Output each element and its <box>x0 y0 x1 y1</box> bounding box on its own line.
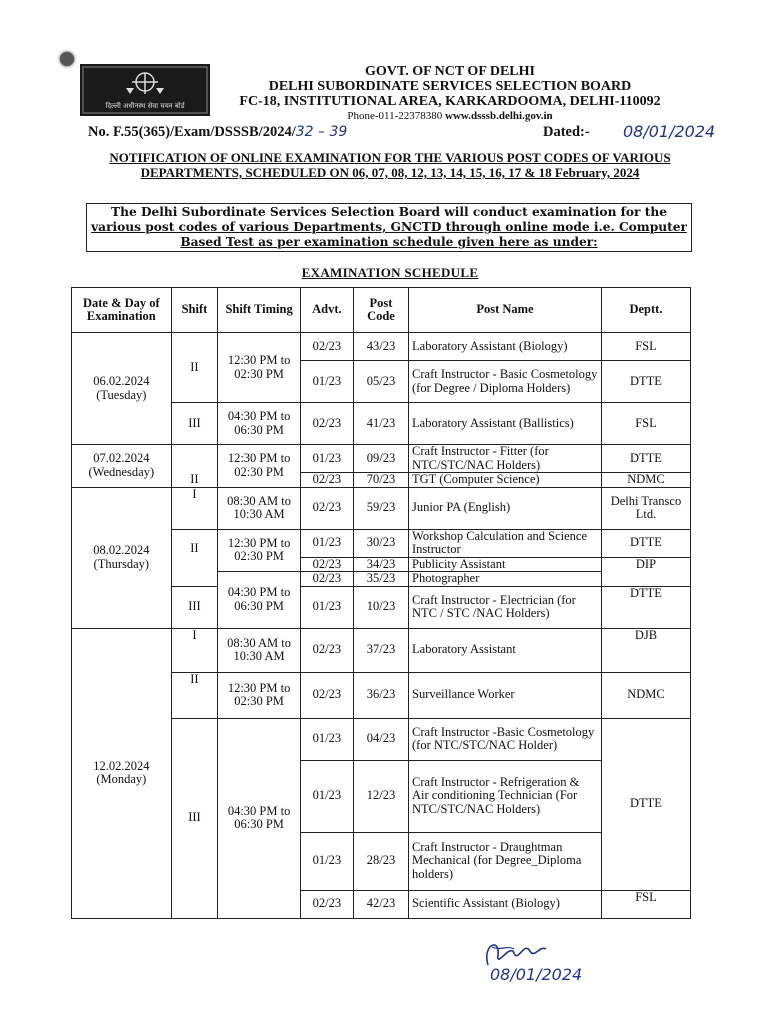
table-row <box>72 487 691 529</box>
advt: 02/23 <box>300 487 353 529</box>
intro-plain: The Delhi Subordinate Services Selection Board will conduct examination for the <box>111 205 667 219</box>
header-post-name: Post Name <box>409 288 602 333</box>
post-code: 59/23 <box>353 487 408 529</box>
schedule-heading: EXAMINATION SCHEDULE <box>301 265 479 280</box>
deptt: DTTE <box>601 529 690 557</box>
dated-label: Dated:- <box>543 124 590 140</box>
post-name: TGT (Computer Science) <box>409 473 602 488</box>
shift: II <box>171 333 218 403</box>
deptt: FSL <box>601 333 690 361</box>
advt: 01/23 <box>300 445 353 473</box>
reference-handwritten: 32 – 39 <box>295 124 348 140</box>
post-code: 36/23 <box>353 672 408 718</box>
post-name: Laboratory Assistant (Biology) <box>409 333 602 361</box>
post-name: Junior PA (English) <box>409 487 602 529</box>
phone: Phone-011-22378380 <box>347 110 443 122</box>
shift: III <box>171 403 218 445</box>
post-name: Scientific Assistant (Biology) <box>409 890 602 918</box>
header-advt: Advt. <box>300 288 353 333</box>
header-date: Date & Day of Examination <box>72 288 172 333</box>
post-name: Craft Instructor - Refrigeration & Air conditioning Technician (For NTC/STC/NAC Holders) <box>409 760 602 832</box>
deptt: NDMC <box>601 473 690 488</box>
post-name: Craft Instructor - Electrician (for NTC / STC /NAC Holders) <box>409 586 602 628</box>
shift: III <box>171 718 218 918</box>
deptt: DTTE <box>601 361 690 403</box>
deptt: Delhi Transco Ltd. <box>601 487 690 529</box>
header-post-code: Post Code <box>353 288 408 333</box>
intro-underlined: various post codes of various Departments, GNCTD through online mode i.e. Computer Based Test as per examination schedule given here as under: <box>91 220 687 249</box>
exam-date: 12.02.2024 (Monday) <box>72 628 172 918</box>
post-code: 43/23 <box>353 333 408 361</box>
post-code: 30/23 <box>353 529 408 557</box>
exam-date: 07.02.2024 (Wednesday) <box>72 445 172 488</box>
table-row <box>72 445 691 473</box>
deptt: DTTE <box>601 586 690 628</box>
advt: 02/23 <box>300 403 353 445</box>
advt: 01/23 <box>300 586 353 628</box>
post-name: Craft Instructor - Basic Cosmetology (for Degree / Diploma Holders) <box>409 361 602 403</box>
shift: III <box>171 586 218 628</box>
post-code: 37/23 <box>353 628 408 672</box>
shift-timing: 08:30 AM to 10:30 AM <box>218 487 301 529</box>
post-code: 05/23 <box>353 361 408 403</box>
shift: II <box>171 445 218 488</box>
post-code: 12/23 <box>353 760 408 832</box>
board-address: FC-18, INSTITUTIONAL AREA, KARKARDOOMA, DELHI-110092 <box>239 94 661 109</box>
advt: 02/23 <box>300 473 353 488</box>
deptt: DIP <box>601 557 690 586</box>
deptt: FSL <box>601 403 690 445</box>
post-name: Craft Instructor -Basic Cosmetology (for NTC/STC/NAC Holder) <box>409 718 602 760</box>
schedule-table <box>71 287 691 919</box>
advt: 02/23 <box>300 572 353 587</box>
shift-timing: 04:30 PM to 06:30 PM <box>218 403 301 445</box>
post-code: 04/23 <box>353 718 408 760</box>
advt: 02/23 <box>300 628 353 672</box>
post-name: Craft Instructor - Fitter (for NTC/STC/NAC Holders) <box>409 445 602 473</box>
post-code: 34/23 <box>353 557 408 572</box>
post-name: Laboratory Assistant (Ballistics) <box>409 403 602 445</box>
advt: 02/23 <box>300 672 353 718</box>
reference-number: No. F.55(365)/Exam/DSSSB/2024/32 – 39 <box>88 124 348 140</box>
post-name: Craft Instructor - Draughtman Mechanical (for Degree_Diploma holders) <box>409 832 602 890</box>
post-name: Surveillance Worker <box>409 672 602 718</box>
shift: I <box>171 487 218 529</box>
post-code: 35/23 <box>353 572 408 587</box>
shift-timing: 08:30 AM to 10:30 AM <box>218 628 301 672</box>
table-header-row <box>72 288 691 333</box>
deptt: DTTE <box>601 718 690 890</box>
post-code: 28/23 <box>353 832 408 890</box>
advt: 02/23 <box>300 557 353 572</box>
post-code: 09/23 <box>353 445 408 473</box>
board-title: DELHI SUBORDINATE SERVICES SELECTION BOARD <box>268 79 632 94</box>
dsssb-logo <box>80 64 210 116</box>
advt: 01/23 <box>300 361 353 403</box>
advt: 01/23 <box>300 760 353 832</box>
advt: 01/23 <box>300 529 353 557</box>
shift: I <box>171 628 218 672</box>
deptt: NDMC <box>601 672 690 718</box>
punch-hole <box>60 52 74 66</box>
exam-date: 06.02.2024 (Tuesday) <box>72 333 172 445</box>
header-deptt: Deptt. <box>601 288 690 333</box>
advt: 01/23 <box>300 718 353 760</box>
deptt: DJB <box>601 628 690 672</box>
website: www.dsssb.delhi.gov.in <box>445 110 553 122</box>
table-row <box>72 333 691 361</box>
post-code: 42/23 <box>353 890 408 918</box>
post-name: Publicity Assistant <box>409 557 602 572</box>
header-shift: Shift <box>171 288 218 333</box>
advt: 01/23 <box>300 832 353 890</box>
govt-title: GOVT. OF NCT OF DELHI <box>365 64 535 79</box>
shift-timing: 12:30 PM to 02:30 PM <box>218 333 301 403</box>
advt: 02/23 <box>300 333 353 361</box>
exam-date: 08.02.2024 (Thursday) <box>72 487 172 628</box>
post-code: 70/23 <box>353 473 408 488</box>
shift: II <box>171 672 218 718</box>
advt: 02/23 <box>300 890 353 918</box>
header-timing: Shift Timing <box>218 288 301 333</box>
shift-timing: 12:30 PM to 02:30 PM <box>218 445 301 488</box>
signature-date: 08/01/2024 <box>490 965 583 984</box>
post-name: Photographer <box>409 572 602 587</box>
deptt: DTTE <box>601 445 690 473</box>
deptt: FSL <box>601 890 690 918</box>
notification-title: NOTIFICATION OF ONLINE EXAMINATION FOR THE VARIOUS POST CODES OF VARIOUS DEPARTMENTS, SCHEDULED ON 06, 07, 08, 12, 13, 14, 15, 16, 17 & 18 February, 2024 <box>109 150 671 180</box>
signature <box>460 935 600 995</box>
table-row <box>72 628 691 672</box>
reference-line <box>88 122 716 142</box>
shift-timing: 04:30 PM to 06:30 PM <box>218 572 301 629</box>
dated-handwritten: 08/01/2024 <box>623 122 716 141</box>
post-code: 10/23 <box>353 586 408 628</box>
post-name: Workshop Calculation and Science Instructor <box>409 529 602 557</box>
post-code: 41/23 <box>353 403 408 445</box>
post-name: Laboratory Assistant <box>409 628 602 672</box>
shift: II <box>171 529 218 586</box>
shift-timing: 12:30 PM to 02:30 PM <box>218 529 301 572</box>
intro-box <box>86 203 692 252</box>
shift-timing: 04:30 PM to 06:30 PM <box>218 718 301 918</box>
letterhead <box>80 64 680 120</box>
shift-timing: 12:30 PM to 02:30 PM <box>218 672 301 718</box>
svg-text:दिल्ली अधीनस्थ सेवा चयन बोर्ड: दिल्ली अधीनस्थ सेवा चयन बोर्ड <box>105 102 185 110</box>
